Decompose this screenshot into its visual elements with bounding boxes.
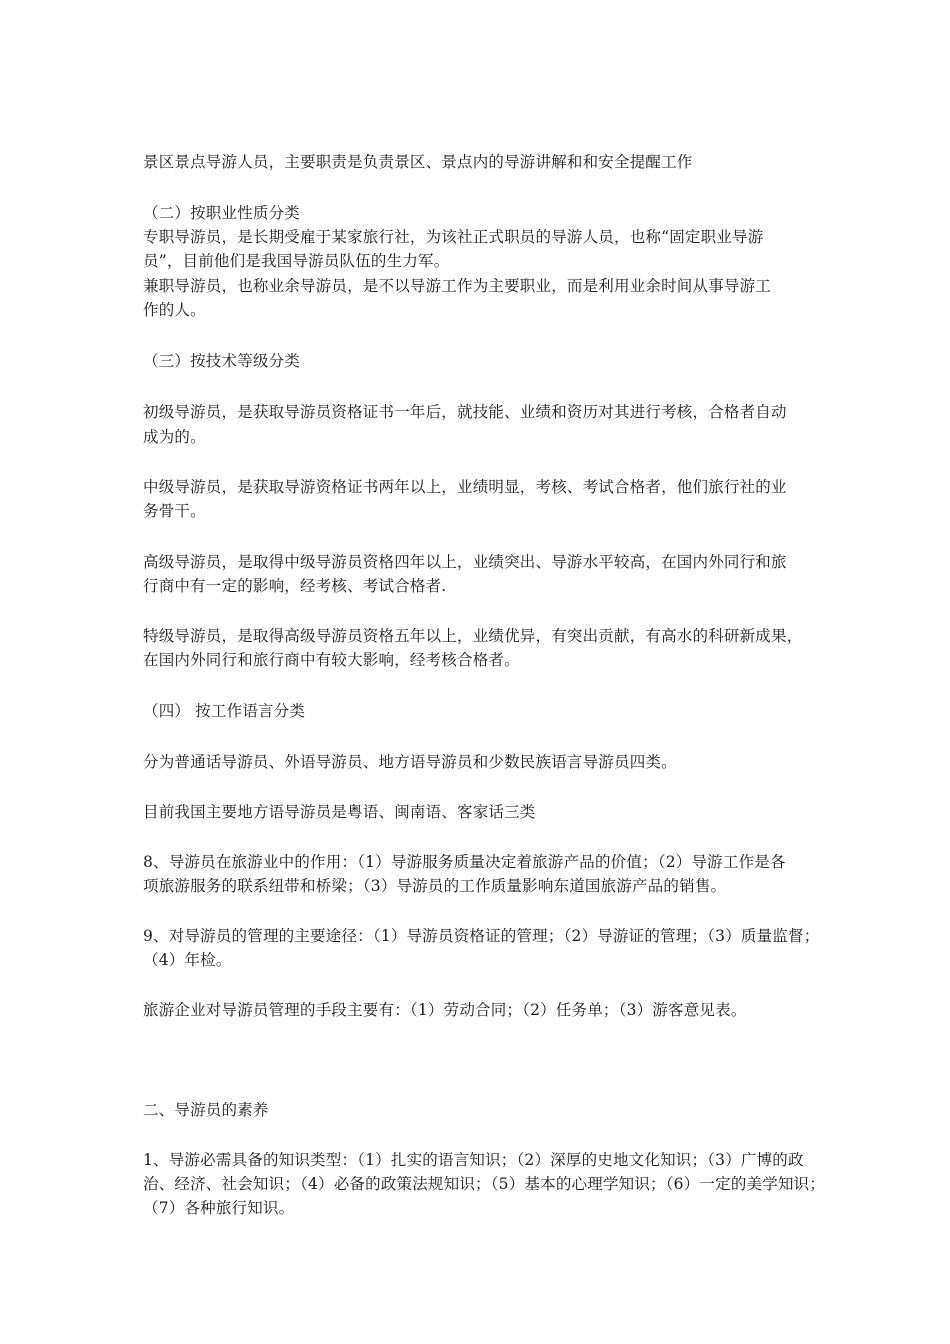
paragraph-senior-guide-line2: 行商中有一定的影响，经考核、考试合格者. <box>143 577 447 595</box>
paragraph-special-guide-line1: 特级导游员，是取得高级导游员资格五年以上，业绩优异，有突出贡献，有高水的科研新成果， <box>143 627 803 645</box>
paragraph-intermediate-guide-line1: 中级导游员，是获取导游资格证书两年以上，业绩明显，考核、考试合格者，他们旅行社的业 <box>143 478 787 496</box>
heading-guide-qualities: 二、导游员的素养 <box>143 1101 269 1119</box>
paragraph-scenic-guide: 景区景点导游人员，主要职责是负责景区、景点内的导游讲解和和安全提醒工作 <box>143 153 693 171</box>
paragraph-junior-guide-line2: 成为的。 <box>143 428 206 446</box>
heading-by-occupation: （二）按职业性质分类 <box>143 204 301 222</box>
paragraph-senior-guide-line1: 高级导游员，是取得中级导游员资格四年以上，业绩突出、导游水平较高，在国内外同行和旅 <box>143 553 787 571</box>
paragraph-knowledge-line1: 1、导游必需具备的知识类型：（1）扎实的语言知识；（2）深厚的史地文化知识；（3）广博的政 <box>143 1151 804 1169</box>
paragraph-language-types: 分为普通话导游员、外语导游员、地方语导游员和少数民族语言导游员四类。 <box>143 753 677 771</box>
paragraph-management-means: 旅游企业对导游员管理的手段主要有：（1）劳动合同；（2）任务单；（3）游客意见表。 <box>143 1001 747 1019</box>
paragraph-knowledge-line3: （7）各种旅行知识。 <box>143 1199 295 1217</box>
paragraph-role-line2: 项旅游服务的联系纽带和桥梁；（3）导游员的工作质量影响东道国旅游产品的销售。 <box>143 877 727 895</box>
paragraph-management-line1: 9、对导游员的管理的主要途径：（1）导游员资格证的管理；（2）导游证的管理；（3）质量监督； <box>143 927 820 945</box>
paragraph-parttime-guide-line2: 作的人。 <box>143 301 206 319</box>
paragraph-intermediate-guide-line2: 务骨干。 <box>143 502 206 520</box>
paragraph-role-line1: 8、导游员在旅游业中的作用：（1）导游服务质量决定着旅游产品的价值；（2）导游工作是各 <box>143 853 786 871</box>
paragraph-special-guide-line2: 在国内外同行和旅行商中有较大影响，经考核合格者。 <box>143 651 520 669</box>
paragraph-junior-guide-line1: 初级导游员，是获取导游员资格证书一年后，就技能、业绩和资历对其进行考核，合格者自动 <box>143 403 787 421</box>
paragraph-parttime-guide-line1: 兼职导游员，也称业余导游员，是不以导游工作为主要职业，而是利用业余时间从事导游工 <box>143 277 772 295</box>
paragraph-fulltime-guide-line2: 员”，目前他们是我国导游员队伍的生力军。 <box>143 252 450 270</box>
heading-by-grade: （三）按技术等级分类 <box>143 352 301 370</box>
paragraph-management-line2: （4）年检。 <box>143 951 232 969</box>
heading-by-language: （四） 按工作语言分类 <box>143 702 306 720</box>
paragraph-dialect-guides: 目前我国主要地方语导游员是粤语、闽南语、客家话三类 <box>143 803 536 821</box>
paragraph-knowledge-line2: 治、经济、社会知识；（4）必备的政策法规知识；（5）基本的心理学知识；（6）一定的美学知识； <box>143 1175 826 1193</box>
paragraph-fulltime-guide-line1: 专职导游员，是长期受雇于某家旅行社，为该社正式职员的导游人员，也称“固定职业导游 <box>143 228 764 246</box>
